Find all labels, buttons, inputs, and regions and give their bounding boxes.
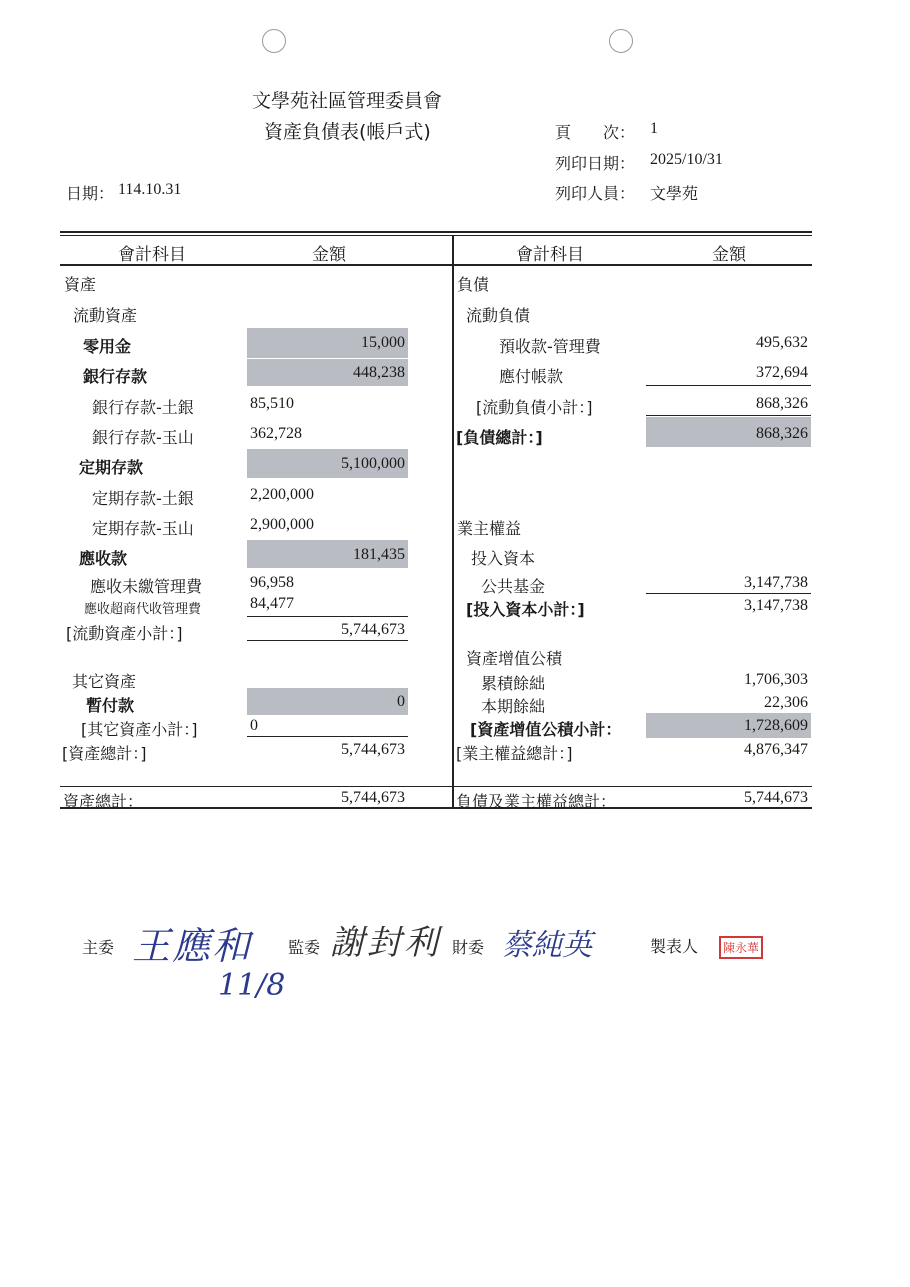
maker-label: 製表人 [650, 937, 699, 956]
grand-top-rule [60, 786, 812, 787]
rule-under-payable [646, 385, 811, 386]
center-divider [452, 236, 454, 808]
date-value: 114.10.31 [118, 181, 182, 198]
row-asset-total-label: [資產總計：] [62, 744, 147, 763]
row-capital-sub-label: [投入資本小計：] [466, 600, 585, 619]
binder-hole-left [262, 29, 286, 53]
col-left-account: 會計科目 [118, 245, 186, 265]
row-liab-sub-label: [流動負債小計：] [476, 398, 593, 417]
row-equity-total-label: [業主權益總計：] [456, 744, 573, 763]
finance-signature: 蔡純英 [502, 928, 592, 963]
section-assets: 資產 [64, 275, 97, 294]
grand-assets-label: 資產總計： [63, 792, 144, 811]
row-recv-mgmt-label: 應收未繳管理費 [90, 577, 203, 596]
org-name: 文學苑社區管理委員會 [252, 90, 443, 112]
rule-under-recv-store [247, 616, 408, 617]
grand-liab-equity-label: 負債及業主權益總計： [456, 792, 617, 811]
section-reserve: 資產增值公積 [466, 649, 563, 668]
row-prepaid-value: 495,632 [756, 334, 808, 351]
row-liab-total-value: 868,326 [756, 425, 808, 442]
grand-liab-equity-value: 5,744,673 [744, 789, 808, 806]
row-bank-value: 448,238 [353, 364, 405, 381]
row-liab-sub-value: 868,326 [756, 395, 808, 412]
rule-under-current-sub [247, 640, 408, 641]
row-fixed-land-label: 定期存款-土銀 [92, 489, 194, 508]
row-current-period-label: 本期餘絀 [481, 697, 546, 716]
row-receivable-label: 應收款 [79, 549, 128, 568]
row-recv-store-value: 84,477 [250, 595, 294, 612]
date-label: 日期： [66, 184, 115, 203]
print-date-label: 列印日期： [555, 154, 636, 173]
row-petty-cash-value: 15,000 [361, 334, 405, 351]
row-liab-total-label: [負債總計：] [456, 428, 543, 447]
row-payable-label: 應付帳款 [499, 367, 564, 386]
maker-stamp: 陳永華 [719, 936, 763, 959]
row-bank-label: 銀行存款 [83, 367, 148, 386]
report-title: 資產負債表(帳戶式) [264, 121, 431, 143]
row-payable-value: 372,694 [756, 364, 808, 381]
section-equity: 業主權益 [457, 519, 522, 538]
row-fixed-land-value: 2,200,000 [250, 486, 314, 503]
col-right-account: 會計科目 [516, 245, 584, 265]
print-date-value: 2025/10/31 [650, 151, 723, 168]
page-value: 1 [650, 120, 658, 137]
row-recv-store-label: 應收超商代收管理費 [84, 602, 202, 617]
printer-value: 文學苑 [650, 184, 699, 203]
rule-under-public-fund [646, 593, 811, 594]
section-capital: 投入資本 [471, 549, 536, 568]
row-fixed-label: 定期存款 [79, 458, 144, 477]
row-bank-esun-value: 362,728 [250, 425, 302, 442]
col-right-amount: 金額 [712, 245, 746, 265]
table-top-rule-2 [60, 235, 812, 236]
col-left-amount: 金額 [312, 245, 346, 265]
row-current-sub-value: 5,744,673 [341, 621, 405, 638]
row-recv-mgmt-value: 96,958 [250, 574, 294, 591]
row-receivable-value: 181,435 [353, 546, 405, 563]
chair-sign-date: 11/8 [218, 968, 286, 1003]
rule-under-other-sub [247, 736, 408, 737]
row-advance-label: 暫付款 [86, 696, 135, 715]
row-other-sub-value: 0 [250, 717, 258, 734]
finance-label: 財委 [452, 938, 485, 957]
page-label: 頁 次： [555, 123, 636, 142]
row-current-sub-label: [流動資產小計：] [66, 624, 183, 643]
row-fixed-esun-value: 2,900,000 [250, 516, 314, 533]
section-current-assets: 流動資產 [73, 306, 138, 325]
grand-assets-value: 5,744,673 [341, 789, 405, 806]
printer-label: 列印人員： [555, 184, 636, 203]
section-other-assets: 其它資產 [72, 672, 137, 691]
row-capital-sub-value: 3,147,738 [744, 597, 808, 614]
row-other-sub-label: [其它資產小計：] [81, 720, 198, 739]
table-top-rule [60, 231, 812, 233]
section-liabilities: 負債 [457, 275, 490, 294]
rule-under-liab-sub [646, 415, 811, 416]
grand-bottom-rule [60, 807, 812, 809]
row-asset-total-value: 5,744,673 [341, 741, 405, 758]
binder-hole-right [609, 29, 633, 53]
chair-signature: 王應和 [132, 924, 253, 968]
row-petty-cash-label: 零用金 [83, 337, 132, 356]
supervisor-signature: 謝封利 [330, 923, 441, 963]
row-accum-value: 1,706,303 [744, 671, 808, 688]
row-fixed-esun-label: 定期存款-玉山 [92, 519, 194, 538]
row-current-period-value: 22,306 [764, 694, 808, 711]
row-equity-total-value: 4,876,347 [744, 741, 808, 758]
row-public-fund-label: 公共基金 [481, 577, 546, 596]
row-bank-land-value: 85,510 [250, 395, 294, 412]
row-reserve-sub-value: 1,728,609 [744, 717, 808, 734]
section-current-liabilities: 流動負債 [466, 306, 531, 325]
row-bank-esun-label: 銀行存款-玉山 [92, 428, 194, 447]
row-reserve-sub-label: [資產增值公積小計： [470, 720, 622, 739]
row-public-fund-value: 3,147,738 [744, 574, 808, 591]
row-prepaid-label: 預收款-管理費 [499, 337, 601, 356]
row-fixed-value: 5,100,000 [341, 455, 405, 472]
chair-label: 主委 [82, 938, 115, 957]
row-advance-value: 0 [397, 693, 405, 710]
supervisor-label: 監委 [288, 938, 321, 957]
row-bank-land-label: 銀行存款-土銀 [92, 398, 194, 417]
row-accum-label: 累積餘絀 [481, 674, 546, 693]
